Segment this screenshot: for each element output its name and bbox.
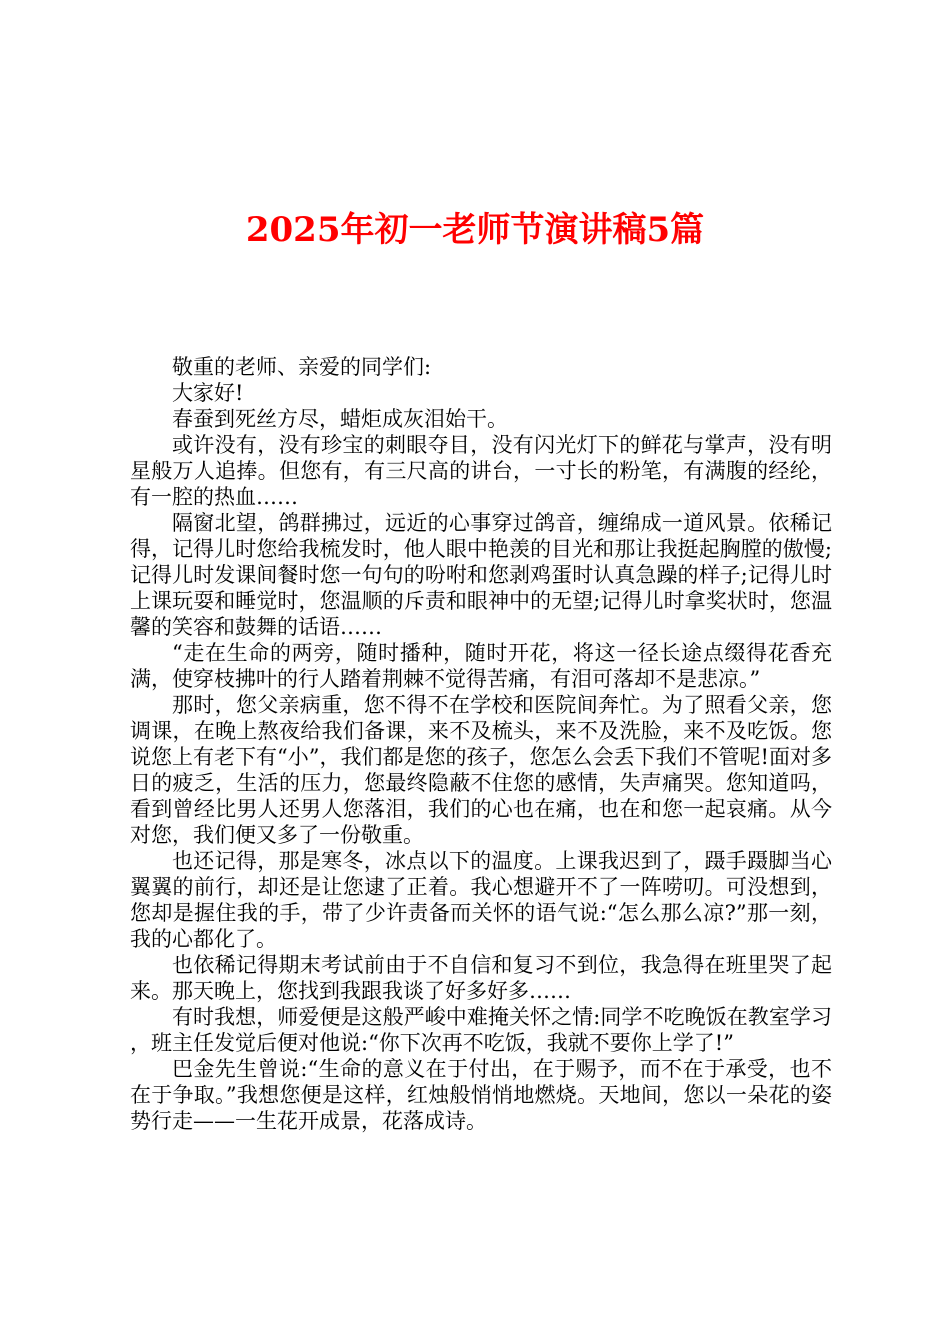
greeting-paragraph: 大家好!	[172, 381, 244, 405]
body-paragraph: 或许没有，没有珍宝的刺眼夺目，没有闪光灯下的鲜花与掌声，没有明星般万人追捧。但您有，有三尺高的讲台，一寸长的粉笔，有满腹的经纶，有一腔的热血……	[130, 433, 832, 509]
document-body	[130, 354, 832, 1134]
body-paragraph: 那时，您父亲病重，您不得不在学校和医院间奔忙。为了照看父亲，您调课，在晚上熬夜给我们备课，来不及梳头，来不及洗脸，来不及吃饭。您说您上有老下有“小”，我们都是您的孩子，您怎么会丢下我们不管呢!面对多日的疲乏，生活的压力，您最终隐蔽不住您的感情，失声痛哭。您知道吗，看到曾经比男人还男人您落泪，我们的心也在痛，也在和您一起哀痛。从今对您，我们便又多了一份敬重。	[130, 693, 832, 847]
closing-paragraph: 巴金先生曾说:“生命的意义在于付出，在于赐予，而不在于承受，也不在于争取。”我想您便是这样，红烛般悄悄地燃烧。天地间，您以一朵花的姿势行走——一生花开成景，花落成诗。	[130, 1057, 832, 1133]
salutation-paragraph: 敬重的老师、亲爱的同学们:	[172, 355, 432, 379]
quote-paragraph: “走在生命的两旁，随时播种，随时开花，将这一径长途点缀得花香充满，使穿枝拂叶的行人踏着荆棘不觉得苦痛，有泪可落却不是悲凉。”	[130, 641, 832, 691]
body-paragraph: 也依稀记得期末考试前由于不自信和复习不到位，我急得在班里哭了起来。那天晚上，您找到我跟我谈了好多好多……	[130, 953, 832, 1003]
body-paragraph: 隔窗北望，鸽群拂过，远近的心事穿过鸽音，缠绵成一道风景。依稀记得，记得儿时您给我梳发时，他人眼中艳羡的目光和那让我挺起胸膛的傲慢;记得儿时发课间餐时您一句句的吩咐和您剥鸡蛋时认真急躁的样子;记得儿时上课玩耍和睡觉时，您温顺的斥责和眼神中的无望;记得儿时拿奖状时，您温馨的笑容和鼓舞的话语……	[130, 511, 832, 639]
document-title: 2025年初一老师节演讲稿5篇	[245, 210, 705, 250]
body-paragraph: 有时我想，师爱便是这般严峻中难掩关怀之情:同学不吃晚饭在教室学习，班主任发觉后便对他说:“你下次再不吃饭，我就不要你上学了!”	[130, 1005, 832, 1055]
body-paragraph: 也还记得，那是寒冬，冰点以下的温度。上课我迟到了，蹑手蹑脚当心翼翼的前行，却还是让您逮了正着。我心想避开不了一阵唠叨。可没想到，您却是握住我的手，带了少许责备而关怀的语气说:“怎么那么凉?”那一刻，我的心都化了。	[130, 849, 832, 951]
body-paragraph: 春蚕到死丝方尽，蜡炬成灰泪始干。	[172, 407, 508, 431]
